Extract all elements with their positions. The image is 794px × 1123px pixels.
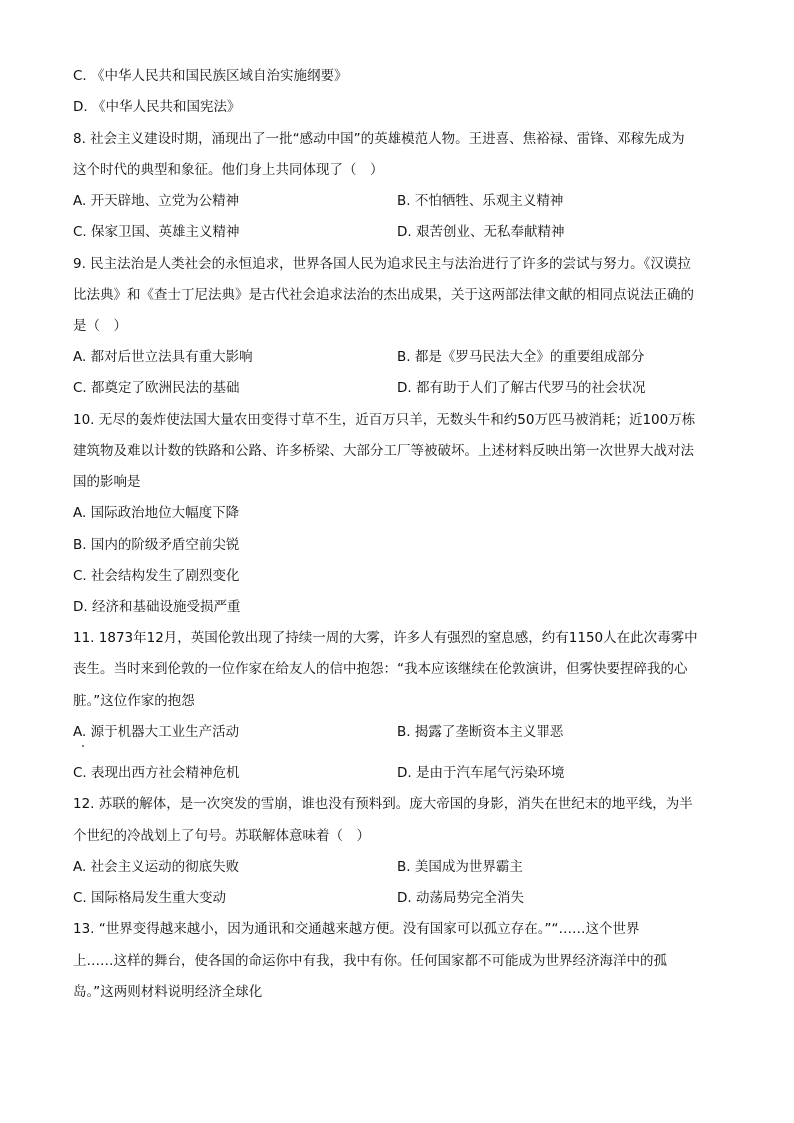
q8-stem-line-2: 这个时代的典型和象征。他们身上共同体现了（ ） <box>73 162 384 178</box>
q13-stem-line-1: 13. “世界变得越来越小，因为通讯和交通越来越方便。没有国家可以孤立存在。”“……这个世界 <box>73 921 640 937</box>
q10-stem-line-3: 国的影响是 <box>73 474 141 490</box>
q10-option-a: A. 国际政治地位大幅度下降 <box>73 505 240 521</box>
q7-option-c: C. 《中华人民共和国民族区域自治实施纲要》 <box>73 68 348 84</box>
q10-option-b: B. 国内的阶级矛盾空前尖锐 <box>73 537 240 553</box>
q9-option-d: D. 都有助于人们了解古代罗马的社会状况 <box>397 380 646 396</box>
q9-option-a: A. 都对后世立法具有重大影响 <box>73 349 253 365</box>
q11-option-d: D. 是由于汽车尾气污染环境 <box>397 765 565 781</box>
q9-stem-line-1: 9. 民主法治是人类社会的永恒追求，世界各国人民为追求民主与法治进行了许多的尝试与努力。《汉谟拉 <box>73 256 691 272</box>
q10-stem-line-2: 建筑物及难以计数的铁路和公路、许多桥梁、大部分工厂等被破坏。上述材料反映出第一次世界大战对法 <box>73 443 694 459</box>
q13-stem-line-2: 上……这样的舞台，使各国的命运你中有我，我中有你。任何国家都不可能成为世界经济海洋中的孤 <box>73 953 667 969</box>
q8-stem-line-1: 8. 社会主义建设时期，涌现出了一批“感动中国”的英雄模范人物。王进喜、焦裕禄、雷锋、邓稼先成为 <box>73 131 685 147</box>
q12-option-b: B. 美国成为世界霸主 <box>397 859 523 875</box>
q11-stem-line-3: 脏。”这位作家的抱怨 <box>73 693 195 709</box>
q11-option-b: B. 揭露了垄断资本主义罪恶 <box>397 724 564 740</box>
stray-dot-mark <box>82 745 84 747</box>
q12-stem-line-2: 个世纪的冷战划上了句号。苏联解体意味着（ ） <box>73 828 370 844</box>
q13-stem-line-3: 岛。”这两则材料说明经济全球化 <box>73 984 263 1000</box>
q11-stem-line-2: 丧生。当时来到伦敦的一位作家在给友人的信中抱怨：“我本应该继续在伦敦演讲，但雾快要捏碎我的心 <box>73 661 688 677</box>
q10-option-d: D. 经济和基础设施受损严重 <box>73 599 241 615</box>
q7-option-d: D. 《中华人民共和国宪法》 <box>73 99 241 115</box>
q8-option-b: B. 不怕牺牲、乐观主义精神 <box>397 193 564 209</box>
q12-stem-line-1: 12. 苏联的解体，是一次突发的雪崩，谁也没有预料到。庞大帝国的身影，消失在世纪末的地平线，为半 <box>73 796 693 812</box>
q10-stem-line-1: 10. 无尽的轰炸使法国大量农田变得寸草不生，近百万只羊，无数头牛和约50万匹马被消耗；近100万栋 <box>73 412 696 428</box>
q12-option-d: D. 动荡局势完全消失 <box>397 890 524 906</box>
q11-option-a: A. 源于机器大工业生产活动 <box>73 724 240 740</box>
q11-stem-line-1: 11. 1873年12月，英国伦敦出现了持续一周的大雾，许多人有强烈的窒息感，约有1150人在此次毒雾中 <box>73 630 698 646</box>
q12-option-c: C. 国际格局发生重大变动 <box>73 890 227 906</box>
q12-option-a: A. 社会主义运动的彻底失败 <box>73 859 240 875</box>
q9-stem-line-3: 是（ ） <box>73 318 127 334</box>
q11-option-c: C. 表现出西方社会精神危机 <box>73 765 240 781</box>
q9-option-c: C. 都奠定了欧洲民法的基础 <box>73 380 240 396</box>
q9-option-b: B. 都是《罗马民法大全》的重要组成部分 <box>397 349 645 365</box>
q8-option-c: C. 保家卫国、英雄主义精神 <box>73 224 240 240</box>
q10-option-c: C. 社会结构发生了剧烈变化 <box>73 568 240 584</box>
q8-option-d: D. 艰苦创业、无私奉献精神 <box>397 224 565 240</box>
q8-option-a: A. 开天辟地、立党为公精神 <box>73 193 240 209</box>
q9-stem-line-2: 比法典》和《查士丁尼法典》是古代社会追求法治的杰出成果，关于这两部法律文献的相同点说法正确的 <box>73 287 694 303</box>
